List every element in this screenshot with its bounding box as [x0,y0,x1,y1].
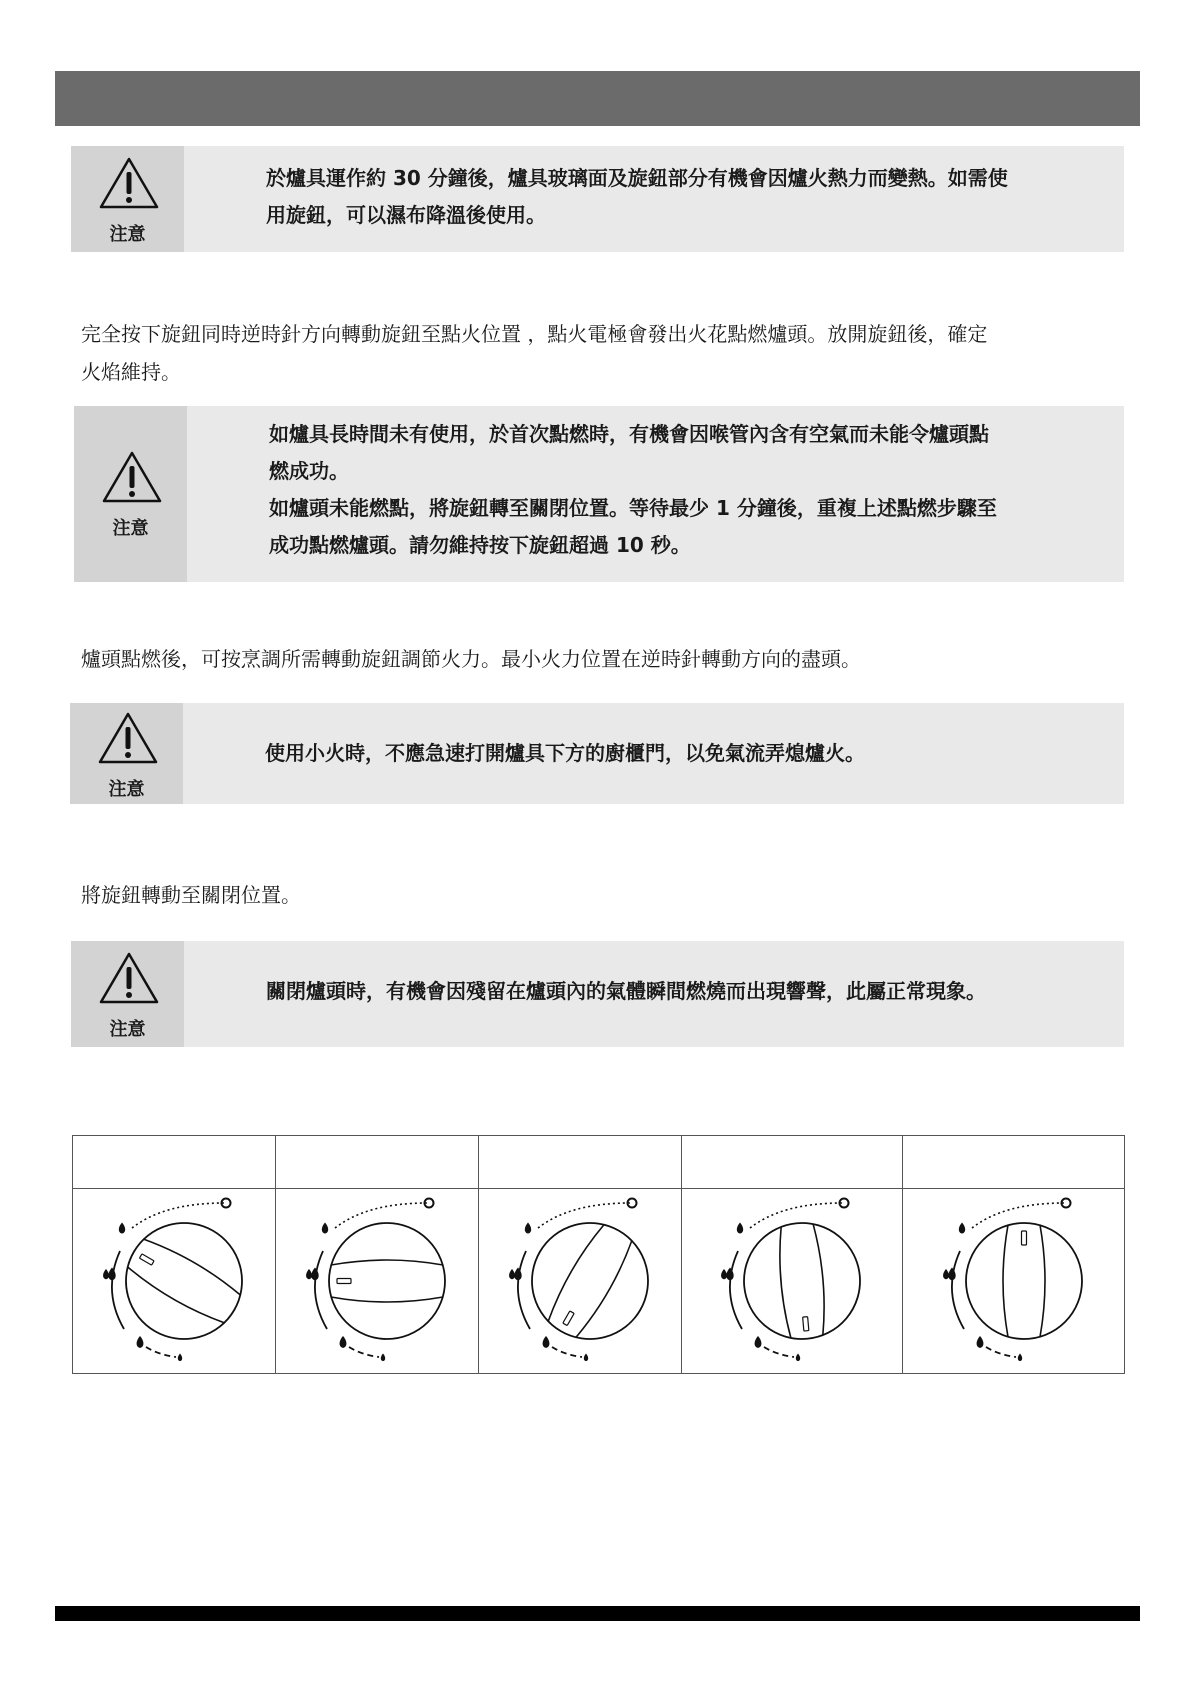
warning-triangle-icon [101,450,163,504]
large-flame-icon [322,1223,328,1234]
knob-cell [682,1189,903,1374]
knob-dial-icon [929,1196,1099,1366]
paragraph-line: 完全按下旋鈕同時逆時針方向轉動旋鈕至點火位置 ，點火電極會發出火花點燃爐頭。放開旋鈕後，確定 [81,322,988,346]
caution-label: 注意 [108,779,145,800]
medium-flame-icon [755,1336,762,1348]
caution-box-2 [74,406,1124,582]
caution-label: 注意 [112,518,149,539]
knob-outline [739,1218,865,1344]
knob-table-body-row [73,1189,1125,1374]
knob-indicator-mark [1021,1231,1026,1245]
caution-text [184,146,1124,252]
caution-line: 於爐具運作約 30 分鐘後，爐具玻璃面及旋鈕部分有機會因爐火熱力而變熱。如需使 [266,166,1008,190]
scale-arc-bottom [146,1347,176,1357]
knob-body [739,1218,865,1344]
knob-dial-icon [707,1196,877,1366]
caution-box-1 [71,146,1124,252]
caution-line: 關閉爐頭時，有機會因殘留在爐頭內的氣體瞬間燃燒而出現響聲，此屬正常現象。 [266,979,986,1003]
large-flame-icon [525,1223,531,1234]
medium-flame-icon [509,1269,515,1279]
warning-triangle-icon [98,951,160,1005]
medium-flame-icon [306,1269,312,1279]
knob-body [966,1223,1082,1339]
knob-position-3 [509,1199,665,1362]
caution-line: 使用小火時，不應急速打開爐具下方的廚櫃門，以免氣流弄熄爐火。 [265,741,865,765]
caution-icon-cell [74,406,187,582]
caution-text [187,406,1124,582]
caution-icon-cell [70,703,183,804]
medium-flame-icon [103,1269,109,1279]
scale-arc-bottom [764,1347,794,1357]
caution-line: 如爐具長時間未有使用，於首次點燃時，有機會因喉管內含有空氣而未能令爐頭點 [269,422,989,446]
knob-table-header [682,1136,903,1189]
knob-outline [511,1202,665,1360]
knob-table-header [479,1136,682,1189]
scale-arc [112,1251,124,1329]
small-flame-icon [178,1354,182,1362]
caution-label: 注意 [109,1019,146,1040]
medium-flame-icon [721,1269,727,1279]
warning-triangle-icon [98,156,160,210]
caution-box-4 [71,941,1124,1047]
caution-text [183,703,1124,804]
medium-flame-icon [976,1336,983,1348]
header-bar [55,71,1140,126]
knob-table-header-row [73,1136,1125,1189]
knob-table-header [73,1136,276,1189]
knob-body [105,1202,259,1360]
large-flame-icon [119,1223,125,1234]
knob-cell [479,1189,682,1374]
caution-line: 成功點燃爐頭。請勿維持按下旋鈕超過 10 秒。 [269,533,691,557]
knob-position-4 [721,1199,865,1362]
knob-table-header [903,1136,1125,1189]
knob-position-5 [943,1199,1082,1362]
caution-text [184,941,1124,1047]
scale-arc [518,1251,530,1329]
knob-outline [105,1202,259,1360]
large-flame-icon [737,1223,743,1234]
knob-dial-icon [89,1196,259,1366]
scale-arc [315,1251,327,1329]
small-flame-icon [1017,1354,1021,1362]
caution-label: 注意 [109,224,146,245]
paragraph-line: 爐頭點燃後，可按烹調所需轉動旋鈕調節火力。最小火力位置在逆時針轉動方向的盡頭。 [81,647,861,671]
medium-flame-icon [340,1336,347,1348]
small-flame-icon [381,1354,385,1362]
paragraph-line: 將旋鈕轉動至關閉位置。 [81,883,301,907]
medium-flame-icon [943,1269,949,1279]
small-flame-icon [584,1354,588,1362]
knob-position-2 [306,1199,445,1362]
footer-bar [55,1606,1140,1621]
caution-line: 燃成功。 [269,459,349,483]
knob-position-1 [103,1199,259,1362]
knob-position-table [72,1135,1125,1374]
flame-adjust-instructions [81,640,1116,678]
small-flame-icon [796,1354,800,1362]
scale-arc [951,1251,963,1329]
caution-icon-cell [71,146,184,252]
knob-body [329,1223,445,1339]
knob-dial-icon [292,1196,462,1366]
scale-arc-bottom [552,1347,582,1357]
knob-indicator-mark [337,1279,351,1284]
caution-icon-cell [71,941,184,1047]
knob-body [511,1202,665,1360]
medium-flame-icon [543,1336,550,1348]
large-flame-icon [958,1223,964,1234]
caution-line: 如爐頭未能燃點，將旋鈕轉至關閉位置。等待最少 1 分鐘後，重複上述點燃步驟至 [269,496,997,520]
caution-line: 用旋鈕，可以濕布降溫後使用。 [266,203,546,227]
knob-cell [276,1189,479,1374]
scale-arc [730,1251,742,1329]
scale-arc-bottom [986,1347,1016,1357]
knob-cell [903,1189,1125,1374]
turn-off-instructions [81,876,1116,914]
knob-table-header [276,1136,479,1189]
caution-box-3 [70,703,1124,804]
medium-flame-icon [137,1336,144,1348]
knob-indicator-mark [803,1317,809,1331]
ignition-instructions [81,315,1116,391]
warning-triangle-icon [97,711,159,765]
knob-dial-icon [495,1196,665,1366]
paragraph-line: 火焰維持。 [81,360,181,384]
scale-arc-bottom [349,1347,379,1357]
knob-cell [73,1189,276,1374]
